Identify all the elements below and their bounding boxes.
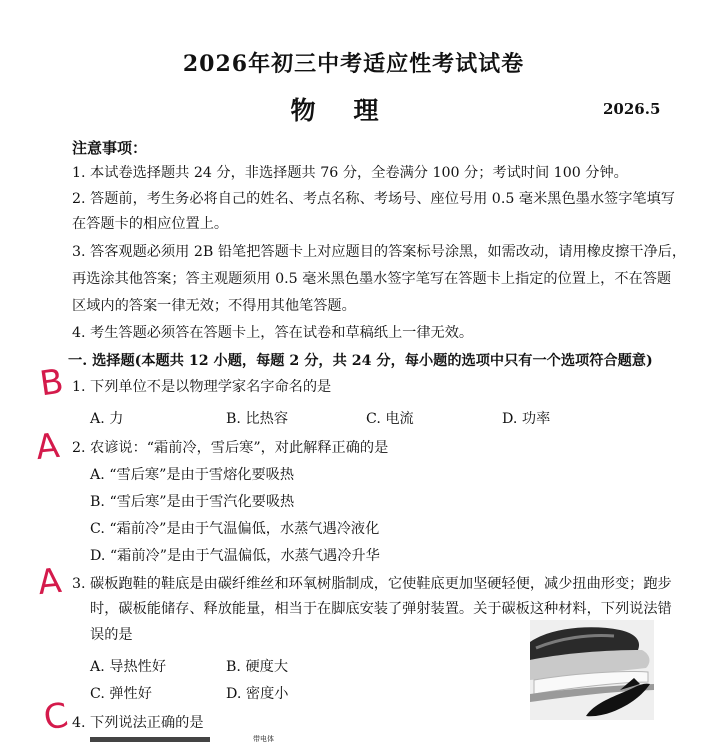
question-2-stem: 2. 农谚说：“霜前冷，雪后寒”，对此解释正确的是 xyxy=(72,440,389,456)
notice-line: 区域内的答案一律无效；不得用其他笔答题。 xyxy=(72,298,356,314)
q1-option-d: D. 功率 xyxy=(502,411,551,427)
q2-option-c: C. “霜前冷”是由于气温偏低，水蒸气遇冷液化 xyxy=(90,521,380,537)
answer-mark-q4: C xyxy=(40,695,72,739)
q1-option-b: B. 比热容 xyxy=(226,411,289,427)
exam-date: 2026.5 xyxy=(603,100,661,118)
q3-option-b: B. 硬度大 xyxy=(226,659,289,675)
notice-line: 4. 考生答题必须答在答题卡上，答在试卷和草稿纸上一律无效。 xyxy=(72,325,474,341)
question-3-stem-line: 3. 碳板跑鞋的鞋底是由碳纤维丝和环氧树脂制成，它使鞋底更加坚硬轻便，减少扭曲形变；跑步 xyxy=(72,576,672,592)
subject-title: 物理 xyxy=(290,96,417,125)
question-3-stem-line: 误的是 xyxy=(90,627,133,643)
notice-line: 3. 答客观题必须用 2B 铅笔把答题卡上对应题目的答案标号涂黑，如需改动，请用橡皮擦干净后， xyxy=(72,244,687,260)
notice-line: 1. 本试卷选择题共 24 分，非选择题共 76 分，全卷满分 100 分；考试时间 100 分钟。 xyxy=(72,165,628,181)
q1-option-a: A. 力 xyxy=(90,411,124,427)
notice-heading: 注意事项： xyxy=(72,139,148,157)
q3-option-d: D. 密度小 xyxy=(226,686,289,702)
q1-option-c: C. 电流 xyxy=(366,411,414,427)
question-3-stem-line: 时，碳板能储存、释放能量，相当于在脚底安装了弹射装置。关于碳板这种材料，下列说法错 xyxy=(90,601,672,617)
footer-image-fragment xyxy=(90,737,210,742)
notice-line: 2. 答题前，考生务必将自己的姓名、考点名称、考场号、座位号用 0.5 毫米黑色墨水签字笔填写 xyxy=(72,191,675,207)
notice-line: 在答题卡的相应位置上。 xyxy=(72,216,229,232)
q2-option-d: D. “霜前冷”是由于气温偏低，水蒸气遇冷升华 xyxy=(90,548,380,564)
q3-option-c: C. 弹性好 xyxy=(90,686,152,702)
question-4-stem: 4. 下列说法正确的是 xyxy=(72,715,204,731)
footer-text-fragment: 带电体 xyxy=(253,735,274,743)
carbon-shoe-image xyxy=(530,620,654,720)
q2-option-a: A. “雪后寒”是由于雪熔化要吸热 xyxy=(90,467,295,483)
page-title: 2026年初三中考适应性考试试卷 xyxy=(182,51,525,77)
section-heading: 一. 选择题(本题共 12 小题，每题 2 分，共 24 分，每小题的选项中只有一个选项符合题意) xyxy=(68,353,653,369)
answer-mark-q2: A xyxy=(33,425,62,469)
q2-option-b: B. “雪后寒”是由于雪汽化要吸热 xyxy=(90,494,295,510)
question-1-stem: 1. 下列单位不是以物理学家名字命名的是 xyxy=(72,379,332,395)
notice-line: 再选涂其他答案；答主观题须用 0.5 毫米黑色墨水签字笔写在答题卡上指定的位置上，不在答题 xyxy=(72,271,672,287)
answer-mark-q3: A xyxy=(35,560,64,604)
answer-mark-q1: B xyxy=(37,361,66,405)
q3-option-a: A. 导热性好 xyxy=(90,659,167,675)
